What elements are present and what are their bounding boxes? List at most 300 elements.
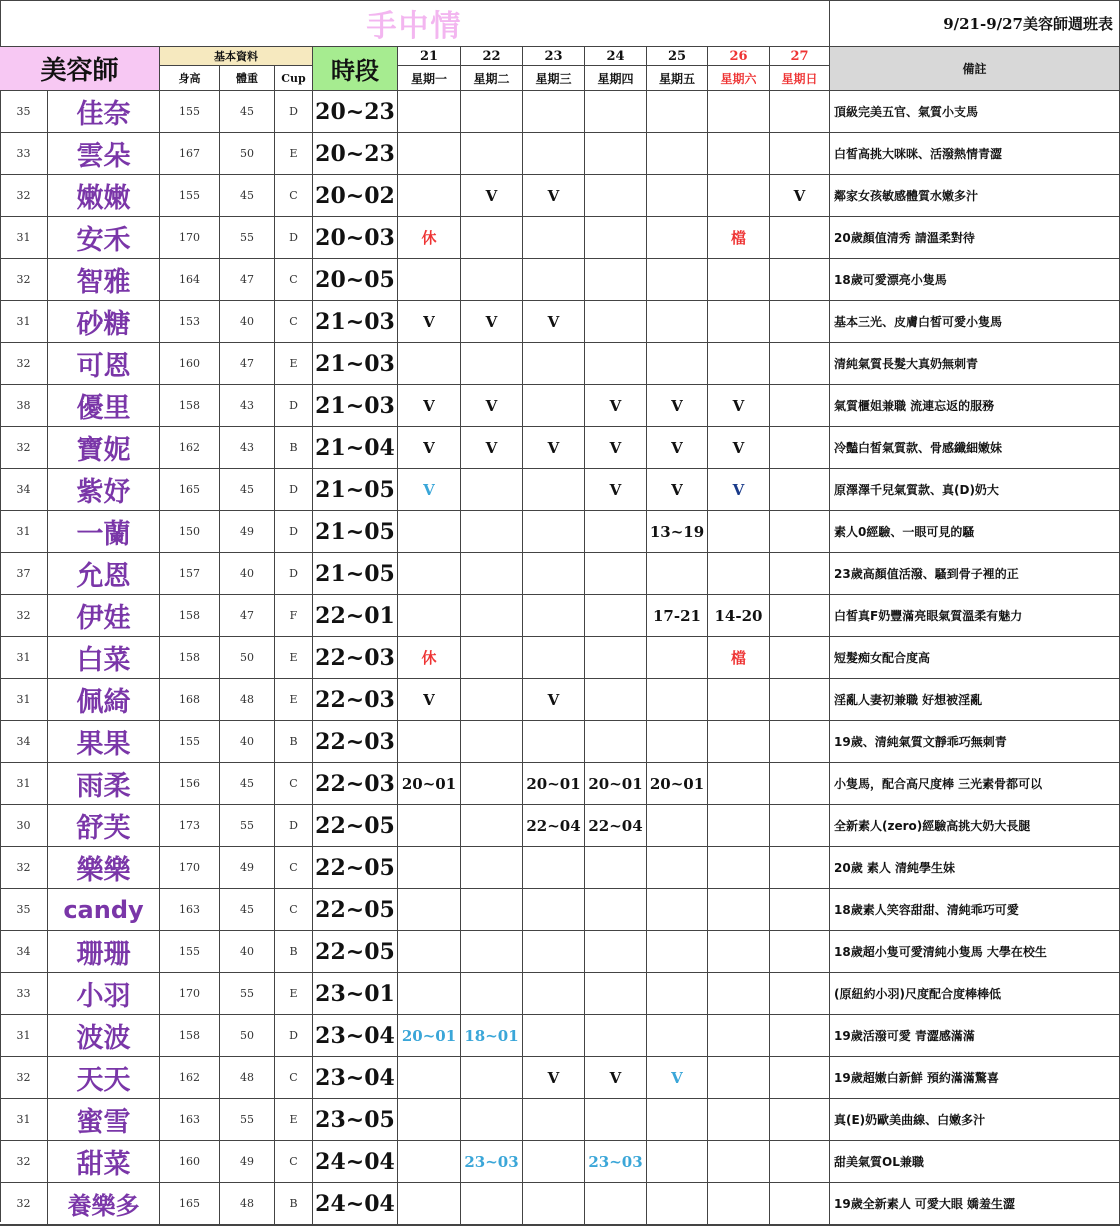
schedule-cell-24 <box>585 1183 647 1225</box>
note-cell: 基本三光、皮膚白皙可愛小隻馬 <box>830 301 1120 343</box>
cup-cell: B <box>275 1183 313 1225</box>
cup-cell: D <box>275 553 313 595</box>
schedule-cell-27 <box>770 1183 830 1225</box>
height-cell: 163 <box>160 889 220 931</box>
schedule-cell-21: V <box>398 469 461 511</box>
schedule-cell-21 <box>398 1183 461 1225</box>
time-slot-cell: 21~03 <box>313 343 398 385</box>
schedule-cell-22 <box>461 973 523 1015</box>
staff-header: 美容師 <box>0 47 160 91</box>
schedule-cell-23 <box>523 931 585 973</box>
time-slot-cell: 21~03 <box>313 385 398 427</box>
cup-cell: C <box>275 847 313 889</box>
schedule-cell-24 <box>585 175 647 217</box>
age-cell: 34 <box>0 469 48 511</box>
schedule-cell-26 <box>708 91 770 133</box>
schedule-cell-23 <box>523 259 585 301</box>
cup-cell: C <box>275 763 313 805</box>
height-cell: 165 <box>160 469 220 511</box>
time-slot-cell: 22~05 <box>313 931 398 973</box>
schedule-cell-25: 13~19 <box>647 511 708 553</box>
schedule-cell-25: V <box>647 1057 708 1099</box>
schedule-cell-23 <box>523 973 585 1015</box>
schedule-cell-22 <box>461 805 523 847</box>
schedule-cell-27 <box>770 343 830 385</box>
schedule-cell-27 <box>770 1057 830 1099</box>
schedule-cell-27 <box>770 805 830 847</box>
staff-name: 白菜 <box>48 637 160 679</box>
age-cell: 32 <box>0 847 48 889</box>
note-cell: 20歲顏值清秀 請溫柔對待 <box>830 217 1120 259</box>
note-cell: 18歲素人笑容甜甜、清純乖巧可愛 <box>830 889 1120 931</box>
age-cell: 32 <box>0 259 48 301</box>
age-cell: 33 <box>0 973 48 1015</box>
schedule-cell-21 <box>398 805 461 847</box>
schedule-cell-26 <box>708 1099 770 1141</box>
schedule-cell-24: V <box>585 427 647 469</box>
schedule-cell-21 <box>398 889 461 931</box>
schedule-cell-25: V <box>647 469 708 511</box>
height-cell: 158 <box>160 1015 220 1057</box>
height-cell: 170 <box>160 973 220 1015</box>
weight-cell: 50 <box>220 1015 275 1057</box>
schedule-cell-23 <box>523 847 585 889</box>
schedule-cell-22 <box>461 217 523 259</box>
schedule-cell-22: 23~03 <box>461 1141 523 1183</box>
note-cell: 19歲活潑可愛 青澀感滿滿 <box>830 1015 1120 1057</box>
age-cell: 31 <box>0 1099 48 1141</box>
time-slot-cell: 22~03 <box>313 679 398 721</box>
schedule-cell-21 <box>398 1099 461 1141</box>
schedule-cell-22 <box>461 1099 523 1141</box>
height-cell: 162 <box>160 427 220 469</box>
staff-name: 樂樂 <box>48 847 160 889</box>
staff-name: 伊娃 <box>48 595 160 637</box>
day-name-22: 星期二 <box>461 66 523 91</box>
staff-name: 果果 <box>48 721 160 763</box>
staff-name: 佩綺 <box>48 679 160 721</box>
schedule-cell-21 <box>398 931 461 973</box>
staff-name: 雲朵 <box>48 133 160 175</box>
time-slot-cell: 21~05 <box>313 511 398 553</box>
staff-name: 優里 <box>48 385 160 427</box>
schedule-cell-23 <box>523 133 585 175</box>
time-slot-cell: 22~03 <box>313 763 398 805</box>
schedule-cell-23 <box>523 721 585 763</box>
note-cell: 甜美氣質OL兼職 <box>830 1141 1120 1183</box>
height-cell: 167 <box>160 133 220 175</box>
height-cell: 160 <box>160 1141 220 1183</box>
schedule-cell-21: 休 <box>398 217 461 259</box>
day-name-23: 星期三 <box>523 66 585 91</box>
day-number-23: 23 <box>523 47 585 66</box>
schedule-cell-26 <box>708 1015 770 1057</box>
time-slot-cell: 22~05 <box>313 889 398 931</box>
schedule-cell-25 <box>647 91 708 133</box>
schedule-cell-25 <box>647 175 708 217</box>
schedule-cell-25 <box>647 889 708 931</box>
cup-cell: D <box>275 805 313 847</box>
schedule-cell-21: 20~01 <box>398 763 461 805</box>
schedule-cell-21 <box>398 175 461 217</box>
schedule-cell-25: V <box>647 385 708 427</box>
schedule-cell-26 <box>708 511 770 553</box>
cup-cell: E <box>275 679 313 721</box>
schedule-cell-21 <box>398 343 461 385</box>
schedule-cell-25 <box>647 679 708 721</box>
schedule-cell-22 <box>461 511 523 553</box>
schedule-cell-26 <box>708 343 770 385</box>
schedule-cell-21 <box>398 553 461 595</box>
day-name-26: 星期六 <box>708 66 770 91</box>
schedule-cell-24 <box>585 553 647 595</box>
cup-cell: D <box>275 511 313 553</box>
schedule-cell-26 <box>708 889 770 931</box>
schedule-cell-25 <box>647 301 708 343</box>
height-cell: 170 <box>160 847 220 889</box>
staff-name: 天天 <box>48 1057 160 1099</box>
staff-name: 可恩 <box>48 343 160 385</box>
schedule-cell-26 <box>708 931 770 973</box>
schedule-cell-25 <box>647 343 708 385</box>
schedule-cell-23 <box>523 889 585 931</box>
schedule-cell-24 <box>585 889 647 931</box>
schedule-cell-26 <box>708 1057 770 1099</box>
schedule-cell-23: V <box>523 1057 585 1099</box>
schedule-cell-25 <box>647 805 708 847</box>
day-name-21: 星期一 <box>398 66 461 91</box>
schedule-cell-24: V <box>585 385 647 427</box>
schedule-cell-24 <box>585 259 647 301</box>
schedule-cell-23 <box>523 385 585 427</box>
day-number-25: 25 <box>647 47 708 66</box>
day-number-27: 27 <box>770 47 830 66</box>
weight-cell: 45 <box>220 91 275 133</box>
weight-cell: 55 <box>220 1099 275 1141</box>
schedule-cell-27 <box>770 511 830 553</box>
note-cell: 頂級完美五官、氣質小支馬 <box>830 91 1120 133</box>
staff-name: 安禾 <box>48 217 160 259</box>
weight-cell: 55 <box>220 217 275 259</box>
cup-cell: D <box>275 217 313 259</box>
schedule-cell-22: V <box>461 385 523 427</box>
schedule-cell-27: V <box>770 175 830 217</box>
schedule-cell-27 <box>770 553 830 595</box>
weight-cell: 49 <box>220 1141 275 1183</box>
cup-cell: D <box>275 1015 313 1057</box>
time-slot-cell: 20~03 <box>313 217 398 259</box>
cup-cell: E <box>275 133 313 175</box>
height-cell: 156 <box>160 763 220 805</box>
time-slot-cell: 21~03 <box>313 301 398 343</box>
schedule-cell-21 <box>398 847 461 889</box>
schedule-cell-25 <box>647 133 708 175</box>
schedule-cell-26 <box>708 847 770 889</box>
schedule-cell-24: V <box>585 1057 647 1099</box>
weight-cell: 47 <box>220 595 275 637</box>
note-cell: 冷豔白皙氣質款、骨感纖細嫩妹 <box>830 427 1120 469</box>
schedule-cell-22 <box>461 343 523 385</box>
staff-name: 允恩 <box>48 553 160 595</box>
note-cell: 20歲 素人 清純學生妹 <box>830 847 1120 889</box>
schedule-cell-22 <box>461 1057 523 1099</box>
time-slot-cell: 20~23 <box>313 133 398 175</box>
height-cell: 170 <box>160 217 220 259</box>
staff-name: 紫妤 <box>48 469 160 511</box>
schedule-cell-24 <box>585 973 647 1015</box>
note-cell: (原紐約小羽)尺度配合度棒棒低 <box>830 973 1120 1015</box>
note-cell: 真(E)奶歐美曲線、白嫩多汁 <box>830 1099 1120 1141</box>
weight-cell: 47 <box>220 343 275 385</box>
schedule-cell-22: V <box>461 427 523 469</box>
cup-cell: B <box>275 931 313 973</box>
schedule-cell-21 <box>398 595 461 637</box>
time-slot-cell: 24~04 <box>313 1141 398 1183</box>
schedule-cell-27 <box>770 427 830 469</box>
schedule-cell-25 <box>647 721 708 763</box>
schedule-cell-22: 18~01 <box>461 1015 523 1057</box>
schedule-cell-23: V <box>523 301 585 343</box>
weight-cell: 45 <box>220 889 275 931</box>
age-cell: 30 <box>0 805 48 847</box>
height-cell: 158 <box>160 637 220 679</box>
schedule-cell-26: V <box>708 385 770 427</box>
staff-name: 嫩嫩 <box>48 175 160 217</box>
cup-cell: B <box>275 721 313 763</box>
age-cell: 37 <box>0 553 48 595</box>
staff-name: 一蘭 <box>48 511 160 553</box>
schedule-cell-22 <box>461 889 523 931</box>
schedule-cell-25 <box>647 259 708 301</box>
schedule-cell-25 <box>647 217 708 259</box>
weight-cell: 55 <box>220 973 275 1015</box>
height-cell: 157 <box>160 553 220 595</box>
time-slot-cell: 20~02 <box>313 175 398 217</box>
staff-name: 蜜雪 <box>48 1099 160 1141</box>
age-cell: 32 <box>0 1057 48 1099</box>
cup-cell: F <box>275 595 313 637</box>
schedule-cell-23 <box>523 1015 585 1057</box>
schedule-cell-25 <box>647 637 708 679</box>
schedule-cell-22 <box>461 133 523 175</box>
cup-cell: D <box>275 469 313 511</box>
schedule-cell-25: V <box>647 427 708 469</box>
note-cell: 小隻馬，配合高尺度棒 三光素骨都可以 <box>830 763 1120 805</box>
age-cell: 32 <box>0 1183 48 1225</box>
cup-cell: C <box>275 175 313 217</box>
cup-cell: C <box>275 301 313 343</box>
height-cell: 155 <box>160 91 220 133</box>
schedule-cell-25: 17-21 <box>647 595 708 637</box>
schedule-cell-27 <box>770 595 830 637</box>
schedule-cell-27 <box>770 763 830 805</box>
schedule-cell-21: V <box>398 679 461 721</box>
staff-name: 佳奈 <box>48 91 160 133</box>
schedule-cell-26 <box>708 763 770 805</box>
schedule-cell-27 <box>770 469 830 511</box>
schedule-cell-24 <box>585 931 647 973</box>
note-cell: 白皙真F奶豐滿亮眼氣質溫柔有魅力 <box>830 595 1120 637</box>
time-slot-cell: 22~03 <box>313 637 398 679</box>
height-cell: 158 <box>160 385 220 427</box>
age-cell: 34 <box>0 931 48 973</box>
note-cell: 淫亂人妻初兼職 好想被淫亂 <box>830 679 1120 721</box>
schedule-cell-25 <box>647 847 708 889</box>
schedule-cell-23 <box>523 1141 585 1183</box>
schedule-cell-26 <box>708 301 770 343</box>
schedule-cell-23 <box>523 1099 585 1141</box>
age-cell: 38 <box>0 385 48 427</box>
cup-cell: E <box>275 637 313 679</box>
time-slot-cell: 22~03 <box>313 721 398 763</box>
schedule-cell-26 <box>708 553 770 595</box>
schedule-cell-24 <box>585 217 647 259</box>
weight-cell: 48 <box>220 1057 275 1099</box>
weight-cell: 45 <box>220 175 275 217</box>
note-cell: 19歲全新素人 可愛大眼 嬌羞生澀 <box>830 1183 1120 1225</box>
schedule-cell-24 <box>585 91 647 133</box>
schedule-cell-27 <box>770 1099 830 1141</box>
schedule-cell-21 <box>398 973 461 1015</box>
schedule-cell-24: 20~01 <box>585 763 647 805</box>
note-cell: 23歲高顏值活潑、騷到骨子裡的正 <box>830 553 1120 595</box>
schedule-cell-24: 22~04 <box>585 805 647 847</box>
schedule-cell-25 <box>647 1183 708 1225</box>
cup-cell: C <box>275 1057 313 1099</box>
schedule-cell-23: V <box>523 175 585 217</box>
schedule-cell-26 <box>708 1183 770 1225</box>
weight-cell: 40 <box>220 721 275 763</box>
time-slot-cell: 21~05 <box>313 469 398 511</box>
schedule-cell-24 <box>585 133 647 175</box>
schedule-cell-27 <box>770 931 830 973</box>
age-cell: 32 <box>0 343 48 385</box>
schedule-cell-24: V <box>585 469 647 511</box>
height-cell: 158 <box>160 595 220 637</box>
schedule-cell-22 <box>461 679 523 721</box>
cup-cell: B <box>275 427 313 469</box>
note-cell: 氣質櫃姐兼職 流連忘返的服務 <box>830 385 1120 427</box>
schedule-cell-27 <box>770 1141 830 1183</box>
weight-header: 體重 <box>220 66 275 91</box>
schedule-cell-25 <box>647 973 708 1015</box>
schedule-cell-22 <box>461 637 523 679</box>
time-slot-cell: 20~05 <box>313 259 398 301</box>
height-cell: 168 <box>160 679 220 721</box>
weight-cell: 48 <box>220 1183 275 1225</box>
schedule-cell-25: 20~01 <box>647 763 708 805</box>
time-slot-cell: 22~05 <box>313 805 398 847</box>
time-slot-cell: 24~04 <box>313 1183 398 1225</box>
schedule-cell-26: V <box>708 427 770 469</box>
schedule-cell-27 <box>770 1015 830 1057</box>
staff-name: 砂糖 <box>48 301 160 343</box>
day-number-22: 22 <box>461 47 523 66</box>
staff-name: candy <box>48 889 160 931</box>
schedule-cell-26 <box>708 133 770 175</box>
week-title: 9/21-9/27美容師週班表 <box>830 0 1120 47</box>
schedule-cell-25 <box>647 931 708 973</box>
staff-name: 舒芙 <box>48 805 160 847</box>
staff-name: 小羽 <box>48 973 160 1015</box>
weight-cell: 55 <box>220 805 275 847</box>
weight-cell: 50 <box>220 637 275 679</box>
day-number-26: 26 <box>708 47 770 66</box>
schedule-cell-22 <box>461 469 523 511</box>
height-cell: 160 <box>160 343 220 385</box>
schedule-cell-24 <box>585 595 647 637</box>
staff-name: 珊珊 <box>48 931 160 973</box>
schedule-cell-27 <box>770 973 830 1015</box>
age-cell: 31 <box>0 301 48 343</box>
cup-cell: D <box>275 385 313 427</box>
schedule-cell-23: 22~04 <box>523 805 585 847</box>
weight-cell: 40 <box>220 931 275 973</box>
height-cell: 150 <box>160 511 220 553</box>
note-cell: 原澤澤千兒氣質款、真(D)奶大 <box>830 469 1120 511</box>
note-cell: 18歲可愛漂亮小隻馬 <box>830 259 1120 301</box>
schedule-cell-23 <box>523 217 585 259</box>
height-cell: 165 <box>160 1183 220 1225</box>
basic-info-header: 基本資料 <box>160 47 313 66</box>
cup-header: Cup <box>275 66 313 91</box>
height-cell: 155 <box>160 931 220 973</box>
schedule-cell-23 <box>523 553 585 595</box>
schedule-cell-24 <box>585 721 647 763</box>
age-cell: 33 <box>0 133 48 175</box>
schedule-cell-26: 14-20 <box>708 595 770 637</box>
note-cell: 白皙高挑大咪咪、活潑熱情青澀 <box>830 133 1120 175</box>
time-slot-cell: 23~04 <box>313 1015 398 1057</box>
schedule-cell-24 <box>585 679 647 721</box>
day-name-24: 星期四 <box>585 66 647 91</box>
schedule-cell-24 <box>585 847 647 889</box>
schedule-cell-25 <box>647 1099 708 1141</box>
schedule-cell-21: 休 <box>398 637 461 679</box>
schedule-cell-22 <box>461 553 523 595</box>
age-cell: 31 <box>0 637 48 679</box>
weight-cell: 50 <box>220 133 275 175</box>
note-cell: 清純氣質長髮大真奶無刺青 <box>830 343 1120 385</box>
age-cell: 31 <box>0 679 48 721</box>
notes-header: 備註 <box>830 47 1120 91</box>
schedule-cell-24 <box>585 1015 647 1057</box>
cup-cell: E <box>275 973 313 1015</box>
schedule-cell-27 <box>770 889 830 931</box>
schedule-cell-21: V <box>398 301 461 343</box>
schedule-cell-21 <box>398 1057 461 1099</box>
schedule-cell-23 <box>523 595 585 637</box>
note-cell: 鄰家女孩敏感體質水嫩多汁 <box>830 175 1120 217</box>
schedule-cell-25 <box>647 553 708 595</box>
age-cell: 31 <box>0 217 48 259</box>
time-slot-cell: 21~04 <box>313 427 398 469</box>
weight-cell: 43 <box>220 427 275 469</box>
schedule-cell-26 <box>708 679 770 721</box>
note-cell: 全新素人(zero)經驗高挑大奶大長腿 <box>830 805 1120 847</box>
cup-cell: C <box>275 259 313 301</box>
day-name-25: 星期五 <box>647 66 708 91</box>
schedule-cell-22: V <box>461 301 523 343</box>
height-cell: 155 <box>160 175 220 217</box>
schedule-cell-21: V <box>398 427 461 469</box>
schedule-cell-26: V <box>708 469 770 511</box>
schedule-cell-24: 23~03 <box>585 1141 647 1183</box>
weight-cell: 49 <box>220 847 275 889</box>
schedule-cell-27 <box>770 301 830 343</box>
age-cell: 31 <box>0 763 48 805</box>
age-cell: 31 <box>0 511 48 553</box>
